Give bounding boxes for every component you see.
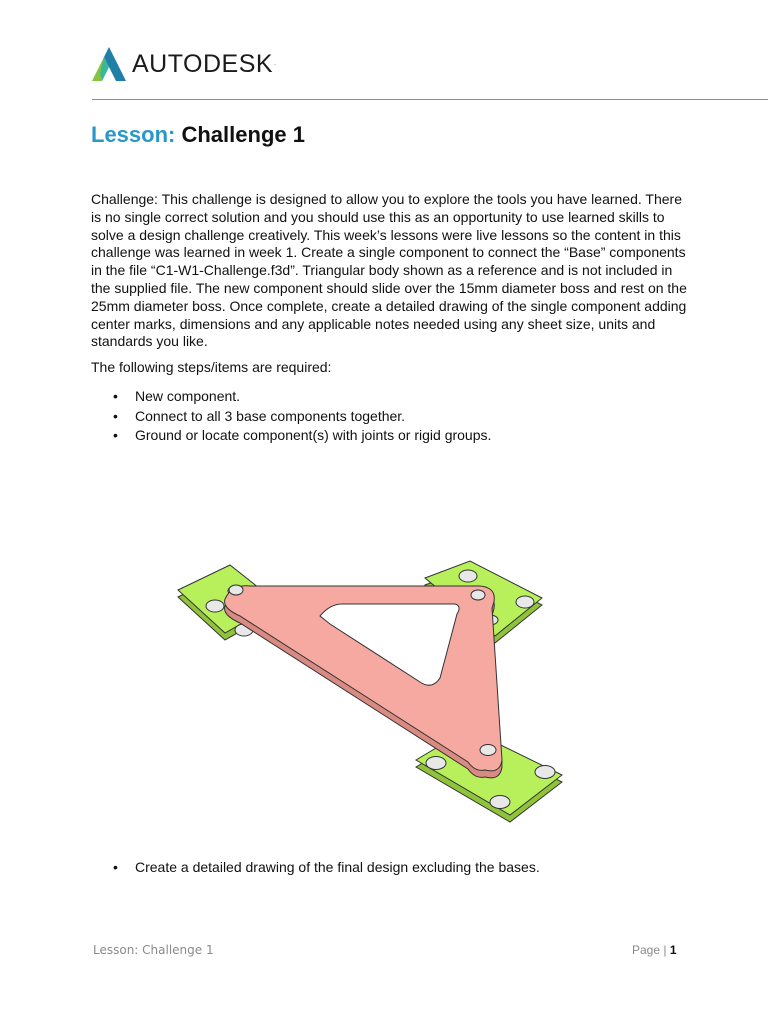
title-name: Challenge 1 bbox=[181, 122, 305, 147]
assembly-illustration bbox=[170, 560, 570, 830]
triangle-connector bbox=[225, 585, 502, 778]
footer-page-indicator bbox=[632, 943, 677, 957]
intro-paragraph: Challenge: This challenge is designed to allow you to explore the tools you have learned. There is no single correct solution and you should use this as an opportunity to use learned skills to solve a design challenge creatively. This week’s lessons were live lessons so the content in this challenge was learned in week 1. Create a single component to connect the “Base” components in the file “C1-W1-Challenge.f3d”. Triangular body shown as a reference and is not included in the supplied file. The new component should slide over the 15mm diameter boss and rest on the 25mm diameter boss. Once complete, create a detailed drawing of the single component adding center marks, dimensions and any applicable notes needed using any sheet size, units and standards you like. bbox=[91, 191, 687, 350]
autodesk-logo-icon bbox=[92, 47, 126, 81]
page-label: Page | bbox=[632, 943, 667, 957]
logo-wordmark: AUTODESK bbox=[132, 49, 274, 78]
steps-list bbox=[91, 387, 491, 446]
page-number: 1 bbox=[669, 943, 677, 957]
list-item bbox=[91, 407, 491, 427]
list-item-text: Create a detailed drawing of the final design excluding the bases. bbox=[135, 859, 540, 875]
bullet-icon: • bbox=[113, 859, 118, 875]
title-prefix: Lesson: bbox=[91, 122, 176, 147]
bullet-icon: • bbox=[113, 427, 118, 443]
steps-intro: The following steps/items are required: bbox=[91, 359, 332, 375]
bullet-icon: • bbox=[113, 388, 118, 404]
autodesk-logo bbox=[92, 46, 276, 82]
logo-tm: . bbox=[274, 61, 276, 67]
page-title bbox=[91, 122, 305, 148]
final-steps-list bbox=[91, 858, 540, 878]
bullet-icon: • bbox=[113, 407, 118, 424]
list-item bbox=[91, 426, 491, 446]
list-item-text: New component. bbox=[135, 388, 241, 404]
list-item-text: Connect to all 3 base components together. bbox=[135, 407, 406, 424]
footer-lesson-label: Lesson: Challenge 1 bbox=[93, 943, 214, 957]
list-item-text: Ground or locate component(s) with joints or rigid groups. bbox=[135, 427, 492, 443]
header-divider bbox=[92, 99, 768, 100]
list-item bbox=[91, 387, 491, 407]
list-item bbox=[91, 858, 540, 878]
